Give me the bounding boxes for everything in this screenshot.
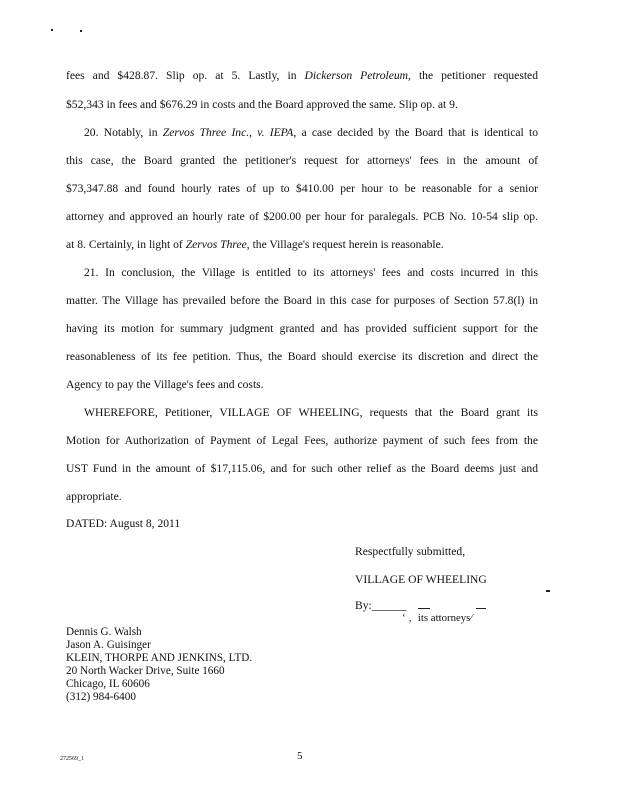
- signature-by-label: By:______: [355, 599, 407, 612]
- counsel-name-1: Dennis G. Walsh: [66, 626, 142, 638]
- paragraph-21-line-1: 21. In conclusion, the Village is entitled to its attorneys' fees and costs incurred in this: [84, 266, 538, 279]
- paragraph-21-line-5: Agency to pay the Village's fees and costs.: [66, 378, 264, 391]
- body-line-1: fees and $428.87. Slip op. at 5. Lastly, in Dickerson Petroleum, the petitioner requested: [66, 69, 539, 82]
- counsel-street: 20 North Wacker Drive, Suite 1660: [66, 665, 225, 677]
- wherefore-line-3: UST Fund in the amount of $17,115.06, and for such other relief as the Board deems just and: [66, 462, 538, 475]
- scan-speck: [546, 590, 550, 592]
- counsel-city: Chicago, IL 60606: [66, 678, 150, 690]
- party-name: VILLAGE OF WHEELING: [355, 573, 487, 586]
- paragraph-21-line-3: having its motion for summary judgment granted and has provided sufficient support for the: [66, 322, 538, 335]
- document-id: 272569_1: [60, 756, 84, 762]
- paragraph-20-line-1: 20. Notably, in Zervos Three Inc., v. IEPA, a case decided by the Board that is identical to: [84, 126, 539, 139]
- paragraph-20-line-4: attorney and approved an hourly rate of $200.00 per hour for paralegals. PCB No. 10-54 slip op.: [66, 210, 538, 223]
- signature-role: ‘ ‚ its attorneys⁄: [402, 612, 473, 624]
- signature-mark: [476, 608, 486, 609]
- wherefore-line-4: appropriate.: [66, 490, 122, 503]
- scan-speck: [51, 29, 53, 31]
- paragraph-20-line-3: $73,347.88 and found hourly rates of up to $410.00 per hour to be reasonable for a senior: [66, 182, 538, 195]
- counsel-phone: (312) 984-6400: [66, 691, 136, 703]
- dated-line: DATED: August 8, 2011: [66, 517, 181, 530]
- page-number: 5: [297, 750, 303, 762]
- counsel-firm: KLEIN, THORPE AND JENKINS, LTD.: [66, 652, 253, 664]
- paragraph-21-line-4: reasonableness of its fee petition. Thus, the Board should exercise its discretion and direct the: [66, 350, 538, 363]
- paragraph-21-line-2: matter. The Village has prevailed before the Board in this case for purposes of Section 57.8(l) in: [66, 294, 538, 307]
- signature-mark: [418, 608, 430, 609]
- paragraph-20-line-2: this case, the Board granted the petitioner's request for attorneys' fees in the amount of: [66, 154, 538, 167]
- body-line-2: $52,343 in fees and $676.29 in costs and the Board approved the same. Slip op. at 9.: [66, 98, 458, 111]
- scan-speck: [80, 30, 82, 32]
- counsel-name-2: Jason A. Guisinger: [66, 639, 151, 651]
- closing-text: Respectfully submitted,: [355, 545, 466, 558]
- wherefore-line-1: WHEREFORE, Petitioner, VILLAGE OF WHEELING, requests that the Board grant its: [84, 406, 538, 419]
- wherefore-line-2: Motion for Authorization of Payment of Legal Fees, authorize payment of such fees from the: [66, 434, 538, 447]
- paragraph-20-line-5: at 8. Certainly, in light of Zervos Three, the Village's request herein is reasonable.: [66, 238, 444, 251]
